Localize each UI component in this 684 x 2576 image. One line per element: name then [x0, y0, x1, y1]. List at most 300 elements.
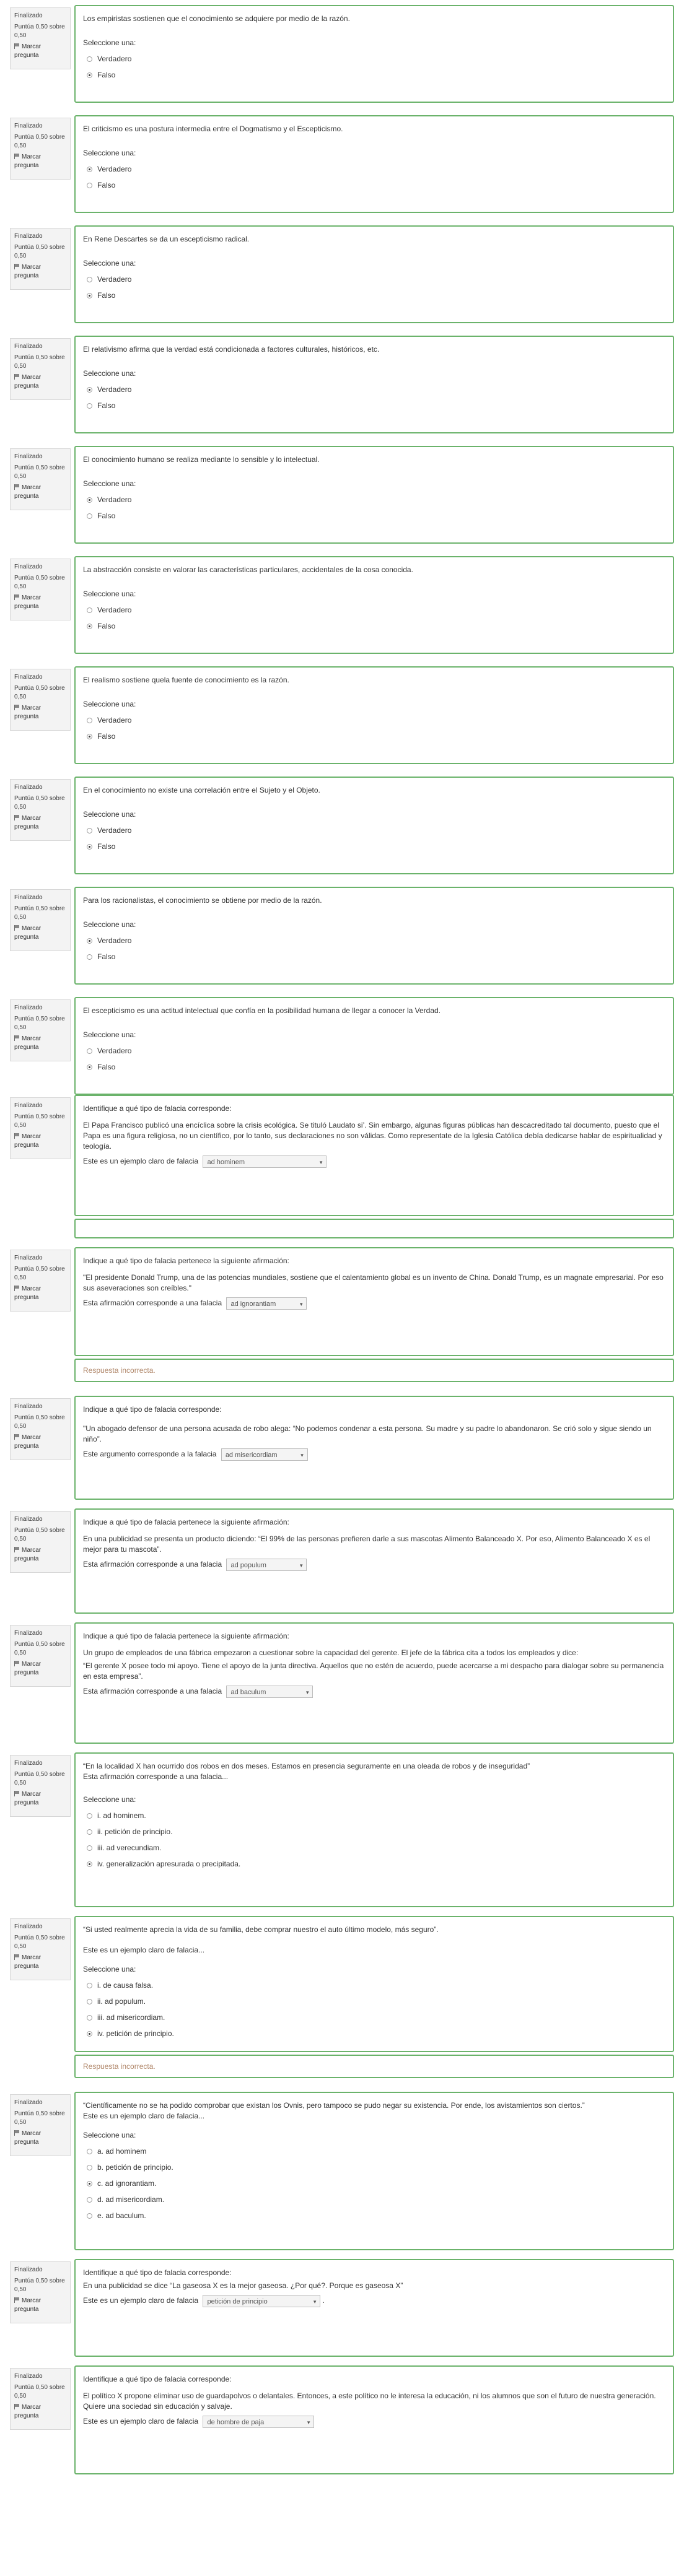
question-truefalse — [0, 666, 684, 764]
radio-button[interactable] — [87, 387, 92, 393]
radio-button[interactable] — [87, 1983, 92, 1988]
choose-prompt: Seleccione una: — [83, 38, 136, 47]
question-body-2: Esta afirmación corresponde a una falacia... — [83, 1772, 229, 1781]
radio-button[interactable] — [87, 2213, 92, 2219]
flag-icon — [14, 154, 20, 159]
flag-question-link[interactable]: Marcar pregunta — [14, 1547, 42, 1562]
answer-option[interactable] — [83, 1840, 665, 1856]
answer-option[interactable] — [83, 618, 665, 634]
question-info — [10, 779, 71, 841]
radio-button[interactable] — [87, 607, 92, 613]
flag-icon — [14, 594, 20, 600]
question-text: El realismo sostiene quela fuente de conocimiento es la razón. — [83, 676, 289, 684]
question-grade: Puntúa 0,50 sobre 0,50 — [14, 244, 65, 259]
flag-icon — [14, 43, 20, 49]
question-text: En el conocimiento no existe una correlación entre el Sujeto y el Objeto. — [83, 786, 320, 794]
answer-option[interactable] — [83, 1043, 665, 1059]
flag-question-link[interactable]: Marcar pregunta — [14, 1035, 42, 1051]
radio-button[interactable] — [87, 954, 92, 960]
choose-prompt: Seleccione una: — [83, 149, 136, 157]
answer-option[interactable] — [83, 2208, 665, 2224]
choose-prompt: Seleccione una: — [83, 920, 136, 929]
option-label: d. ad misericordiam. — [97, 2195, 165, 2204]
answer-option[interactable] — [83, 398, 665, 414]
radio-button[interactable] — [87, 72, 92, 78]
choose-prompt: Seleccione una: — [83, 810, 136, 819]
question-content — [74, 446, 674, 544]
option-label: Falso — [97, 401, 116, 410]
question-fallacy-7 — [0, 2365, 684, 2474]
answer-prompt: Este es un ejemplo claro de falacia — [83, 2296, 199, 2305]
question-content — [74, 1622, 674, 1744]
radio-button[interactable] — [87, 56, 92, 62]
radio-button[interactable] — [87, 1064, 92, 1070]
feedback-incorrect: Respuesta incorrecta. — [74, 2055, 674, 2078]
options-list — [83, 1808, 665, 1872]
question-fallacy-2 — [0, 1247, 684, 1356]
question-state: Finalizado — [14, 343, 43, 350]
question-state: Finalizado — [14, 2266, 43, 2273]
radio-button[interactable] — [87, 828, 92, 833]
question-content — [74, 2365, 674, 2474]
question-info — [10, 1398, 71, 1460]
question-text: El conocimiento humano se realiza mediante lo sensible y lo intelectual. — [83, 455, 320, 464]
flag-icon — [14, 1286, 20, 1291]
flag-icon — [14, 1791, 20, 1796]
chevron-down-icon: ▾ — [307, 2419, 310, 2426]
question-content — [74, 666, 674, 764]
choose-prompt: Seleccione una: — [83, 590, 136, 598]
question-content — [74, 887, 674, 985]
question-info — [10, 2368, 71, 2430]
answer-select[interactable]: ad ignorantiam ▾ — [226, 1297, 307, 1310]
question-truefalse — [0, 777, 684, 874]
radio-button[interactable] — [87, 1861, 92, 1867]
radio-button[interactable] — [87, 1048, 92, 1054]
question-mc-3 — [0, 2092, 684, 2250]
question-state: Finalizado — [14, 453, 43, 460]
question-text: El escepticismo es una actitud intelectual que confía en la posibilidad humana de llegar a conocer la Verdad. — [83, 1006, 441, 1015]
flag-icon — [14, 264, 20, 269]
question-grade: Puntúa 0,50 sobre 0,50 — [14, 2384, 65, 2400]
question-body: El Papa Francisco publicó una encíclica sobre la crisis ecológica. Se tituló Laudato si’. Sin embargo, algunas figuras públicas han descacreditado tal documento, puesto que el Papa es una figura religiosa, no un científico, por lo tanto, sus declaraciones no son válidas. Como representate de la Iglesia Católica debía dedicarse hablar de espiritualidad y teología. — [83, 1121, 662, 1151]
chevron-down-icon: ▾ — [299, 1562, 303, 1569]
flag-question-link[interactable]: Marcar pregunta — [14, 1661, 42, 1676]
question-content — [74, 115, 674, 213]
option-label: Falso — [97, 181, 116, 189]
question-fallacy-6 — [0, 2259, 684, 2357]
answer-row — [83, 1155, 665, 1168]
question-truefalse — [0, 5, 684, 103]
flag-question-link[interactable]: Marcar pregunta — [14, 484, 42, 500]
radio-button[interactable] — [87, 403, 92, 409]
question-text: El criticismo es una postura intermedia entre el Dogmatismo y el Escepticismo. — [83, 124, 343, 133]
question-content — [74, 1916, 674, 2052]
question-text: Los empiristas sostienen que el conocimiento se adquiere por medio de la razón. — [83, 14, 350, 23]
answer-option[interactable] — [83, 381, 665, 398]
answer-option[interactable] — [83, 949, 665, 965]
choose-prompt: Seleccione una: — [83, 369, 136, 378]
question-title: Identifique a qué tipo de falacia corresponde: — [83, 2268, 232, 2277]
question-text: El relativismo afirma que la verdad está condicionada a factores culturales, históricos, etc. — [83, 345, 380, 354]
question-truefalse — [0, 887, 684, 985]
flag-question-link[interactable]: Marcar pregunta — [14, 2297, 42, 2313]
question-info — [10, 2094, 71, 2156]
question-text: Para los racionalistas, el conocimiento se obtiene por medio de la razón. — [83, 896, 322, 905]
question-info — [10, 559, 71, 620]
question-info — [10, 999, 71, 1061]
options-list — [83, 2143, 665, 2224]
question-grade: Puntúa 0,50 sobre 0,50 — [14, 1934, 65, 1950]
flag-question-link[interactable]: Marcar pregunta — [14, 154, 42, 169]
answer-prompt: Este es un ejemplo claro de falacia — [83, 1157, 199, 1166]
question-grade: Puntúa 0,50 sobre 0,50 — [14, 2110, 65, 2126]
answer-select[interactable]: de hombre de paja ▾ — [203, 2416, 314, 2428]
radio-button[interactable] — [87, 513, 92, 519]
question-content — [74, 225, 674, 323]
answer-option[interactable] — [83, 177, 665, 193]
question-state: Finalizado — [14, 1923, 43, 1930]
question-grade: Puntúa 0,50 sobre 0,50 — [14, 1641, 65, 1656]
flag-question-link[interactable]: Marcar pregunta — [14, 1286, 42, 1301]
option-label: Falso — [97, 622, 116, 630]
answer-row — [83, 1297, 665, 1310]
choose-prompt: Seleccione una: — [83, 1965, 136, 1973]
question-content — [74, 5, 674, 103]
question-truefalse — [0, 997, 684, 1095]
flag-question-link[interactable]: Marcar pregunta — [14, 43, 42, 59]
question-state: Finalizado — [14, 1760, 43, 1767]
flag-icon — [14, 2404, 20, 2409]
question-state: Finalizado — [14, 784, 43, 791]
flag-question-link[interactable]: Marcar pregunta — [14, 1954, 42, 1970]
question-body: En una publicidad se presenta un producto diciendo: “El 99% de las personas prefieren darle a sus mascotas Alimento Balanceado X. Por eso, Alimento Balanceado X es el mejor para tu mascota”. — [83, 1534, 651, 1554]
question-content — [74, 1752, 674, 1907]
question-body: "Un abogado defensor de una persona acusada de robo alega: “No podemos condenar a esta persona. Su madre y su padre lo abandonaron. Se crió solo y sigue siendo un niño”. — [83, 1424, 652, 1443]
question-body: “Científicamente no se ha podido comprobar que existan los Ovnis, pero tampoco se pudo negar su existencia. Por ende, los avistamientos son ciertos.” — [83, 2101, 585, 2110]
question-grade: Puntúa 0,50 sobre 0,50 — [14, 2278, 65, 2293]
option-label: iii. ad misericordiam. — [97, 2013, 165, 2022]
option-label: i. ad hominem. — [97, 1811, 146, 1820]
choose-prompt: Seleccione una: — [83, 259, 136, 268]
answer-select[interactable]: ad populum ▾ — [226, 1559, 307, 1571]
answer-row — [83, 1559, 665, 1571]
flag-icon — [14, 1133, 20, 1139]
question-state: Finalizado — [14, 233, 43, 240]
answer-option[interactable] — [83, 838, 665, 855]
flag-question-link[interactable]: Marcar pregunta — [14, 2130, 42, 2146]
question-mc-1 — [0, 1752, 684, 1907]
option-label: ii. ad populum. — [97, 1997, 146, 2006]
option-label: Verdadero — [97, 385, 132, 394]
question-title: Indique a qué tipo de falacia pertenece la siguiente afirmación: — [83, 1632, 289, 1640]
question-info — [10, 1625, 71, 1687]
radio-button[interactable] — [87, 497, 92, 503]
answer-option[interactable] — [83, 822, 665, 838]
question-body-quote: “El gerente X posee todo mi apoyo. Tiene el apoyo de la junta directiva. Aquellos que no estén de acuerdo, puede acercarse a mi despacho para dialogar sobre su permanencia en esta empresa”. — [83, 1661, 664, 1681]
option-label: i. de causa falsa. — [97, 1981, 154, 1990]
question-info — [10, 889, 71, 951]
radio-button[interactable] — [87, 167, 92, 172]
question-state: Finalizado — [14, 1004, 43, 1011]
question-content — [74, 997, 674, 1095]
choose-prompt: Seleccione una: — [83, 700, 136, 708]
chevron-down-icon: ▾ — [305, 1689, 309, 1695]
question-truefalse — [0, 336, 684, 433]
radio-button[interactable] — [87, 1845, 92, 1851]
question-state: Finalizado — [14, 674, 43, 681]
answer-option[interactable] — [83, 933, 665, 949]
question-title: Indique a qué tipo de falacia pertenece la siguiente afirmación: — [83, 1518, 289, 1526]
answer-option[interactable] — [83, 2191, 665, 2208]
question-content — [74, 336, 674, 433]
question-fallacy-4 — [0, 1508, 684, 1614]
option-label: e. ad baculum. — [97, 2211, 146, 2220]
answer-prompt: Este argumento corresponde a la falacia — [83, 1450, 217, 1459]
radio-button[interactable] — [87, 2149, 92, 2154]
question-grade: Puntúa 0,50 sobre 0,50 — [14, 1016, 65, 1031]
option-label: Falso — [97, 732, 116, 741]
question-content — [74, 1508, 674, 1614]
question-body: En una publicidad se dice “La gaseosa X es la mejor gaseosa. ¿Por qué?. Porque es gaseosa X” — [83, 2281, 403, 2290]
option-label: Verdadero — [97, 826, 132, 835]
chevron-down-icon: ▾ — [299, 1301, 303, 1307]
flag-question-link[interactable]: Marcar pregunta — [14, 1133, 42, 1149]
flag-question-link[interactable]: Marcar pregunta — [14, 594, 42, 610]
option-label: a. ad hominem — [97, 2147, 147, 2156]
question-grade: Puntúa 0,50 sobre 0,50 — [14, 905, 65, 921]
question-fallacy-1 — [0, 1095, 684, 1216]
radio-button[interactable] — [87, 2015, 92, 2021]
answer-row: Este es un ejemplo claro de falacia petición de principio ▾ . — [83, 2295, 665, 2307]
answer-option[interactable] — [83, 1993, 665, 2009]
answer-prompt: Esta afirmación corresponde a una falacia — [83, 1299, 222, 1308]
question-info — [10, 118, 71, 180]
question-state: Finalizado — [14, 894, 43, 901]
feedback-incorrect: Respuesta incorrecta. — [74, 1359, 674, 1382]
radio-button[interactable] — [87, 1829, 92, 1835]
flag-question-link[interactable]: Marcar pregunta — [14, 374, 42, 389]
question-state: Finalizado — [14, 123, 43, 129]
flag-icon — [14, 1434, 20, 1440]
question-state: Finalizado — [14, 1516, 43, 1523]
question-info — [10, 1511, 71, 1573]
question-state: Finalizado — [14, 564, 43, 570]
question-info — [10, 1097, 71, 1159]
option-label: Falso — [97, 1063, 116, 1071]
question-body-2: Este es un ejemplo claro de falacia... — [83, 2112, 205, 2120]
flag-icon — [14, 1035, 20, 1041]
option-label: Verdadero — [97, 275, 132, 284]
radio-button[interactable] — [87, 293, 92, 298]
question-fallacy-5 — [0, 1622, 684, 1744]
flag-question-link[interactable]: Marcar pregunta — [14, 1791, 42, 1806]
radio-button[interactable] — [87, 2181, 92, 2187]
radio-button[interactable] — [87, 277, 92, 282]
question-grade: Puntúa 0,50 sobre 0,50 — [14, 685, 65, 700]
question-content — [74, 777, 674, 874]
flag-icon — [14, 815, 20, 820]
question-body: Un grupo de empleados de una fábrica empezaron a cuestionar sobre la capacidad del gerente. El jefe de la fábrica cita a todos los empleados y dice: — [83, 1648, 579, 1657]
option-label: Verdadero — [97, 716, 132, 724]
option-label: Verdadero — [97, 495, 132, 504]
question-grade: Puntúa 0,50 sobre 0,50 — [14, 1266, 65, 1281]
answer-option[interactable] — [83, 1856, 665, 1872]
radio-button[interactable] — [87, 183, 92, 188]
question-info — [10, 1755, 71, 1817]
option-label: iii. ad verecundiam. — [97, 1843, 162, 1852]
flag-question-link[interactable]: Marcar pregunta — [14, 2404, 42, 2419]
question-body: El político X propone eliminar uso de guardapolvos o delantales. Entonces, a este político no le interesa la educación, ni los alumnos que son el futuro de nuestra generación. Quiere una sociedad sin educación y salvaje. — [83, 2391, 656, 2411]
chevron-down-icon: ▾ — [319, 1159, 323, 1165]
answer-prompt: Esta afirmación corresponde a una falacia — [83, 1560, 222, 1569]
answer-option[interactable] — [83, 67, 665, 83]
radio-button[interactable] — [87, 2165, 92, 2170]
question-state: Finalizado — [14, 1403, 43, 1410]
radio-button[interactable] — [87, 938, 92, 944]
option-label: Falso — [97, 842, 116, 851]
question-state: Finalizado — [14, 1255, 43, 1261]
answer-option[interactable] — [83, 492, 665, 508]
answer-option[interactable] — [83, 2009, 665, 2026]
flag-icon — [14, 1661, 20, 1666]
question-info — [10, 1918, 71, 1980]
question-info — [10, 7, 71, 69]
question-truefalse — [0, 225, 684, 323]
answer-option[interactable] — [83, 2026, 665, 2042]
question-body-2: Este es un ejemplo claro de falacia... — [83, 1946, 205, 1954]
question-state: Finalizado — [14, 12, 43, 19]
question-grade: Puntúa 0,50 sobre 0,50 — [14, 1771, 65, 1786]
flag-icon — [14, 1547, 20, 1552]
question-grade: Puntúa 0,50 sobre 0,50 — [14, 24, 65, 39]
option-label: c. ad ignorantiam. — [97, 2179, 157, 2188]
question-info — [10, 2261, 71, 2323]
answer-option[interactable] — [83, 2143, 665, 2159]
radio-button[interactable] — [87, 624, 92, 629]
question-info — [10, 338, 71, 400]
answer-option[interactable] — [83, 1977, 665, 1993]
question-grade: Puntúa 0,50 sobre 0,50 — [14, 134, 65, 149]
question-grade: Puntúa 0,50 sobre 0,50 — [14, 795, 65, 811]
question-grade: Puntúa 0,50 sobre 0,50 — [14, 575, 65, 590]
choose-prompt: Seleccione una: — [83, 479, 136, 488]
flag-question-link[interactable]: Marcar pregunta — [14, 925, 42, 941]
flag-question-link[interactable]: Marcar pregunta — [14, 815, 42, 830]
flag-icon — [14, 705, 20, 710]
answer-row — [83, 1448, 665, 1461]
flag-question-link[interactable]: Marcar pregunta — [14, 705, 42, 720]
option-label: iv. petición de principio. — [97, 2029, 174, 2038]
choose-prompt: Seleccione una: — [83, 2131, 136, 2139]
answer-option[interactable] — [83, 2159, 665, 2175]
answer-option[interactable] — [83, 1059, 665, 1075]
answer-select[interactable]: petición de principio ▾ — [203, 2295, 320, 2307]
flag-icon — [14, 1954, 20, 1960]
choose-prompt: Seleccione una: — [83, 1030, 136, 1039]
radio-button[interactable] — [87, 718, 92, 723]
radio-button[interactable] — [87, 2197, 92, 2203]
option-label: Verdadero — [97, 54, 132, 63]
question-content — [74, 2092, 674, 2250]
question-info — [10, 448, 71, 510]
question-state: Finalizado — [14, 1102, 43, 1109]
question-info — [10, 669, 71, 731]
question-info — [10, 228, 71, 290]
option-label: Verdadero — [97, 165, 132, 173]
answer-option[interactable] — [83, 2175, 665, 2191]
question-info — [10, 1250, 71, 1312]
answer-option[interactable] — [83, 1824, 665, 1840]
answer-option[interactable] — [83, 508, 665, 524]
option-label: Falso — [97, 291, 116, 300]
answer-option[interactable] — [83, 712, 665, 728]
flag-icon — [14, 925, 20, 931]
question-grade: Puntúa 0,50 sobre 0,50 — [14, 1113, 65, 1129]
answer-row — [83, 1686, 665, 1698]
option-label: b. petición de principio. — [97, 2163, 173, 2172]
flag-icon — [14, 484, 20, 490]
question-content — [74, 556, 674, 654]
option-label: Falso — [97, 71, 116, 79]
radio-button[interactable] — [87, 734, 92, 739]
answer-option[interactable] — [83, 728, 665, 744]
choose-prompt: Seleccione una: — [83, 1795, 136, 1804]
question-title: Identifique a qué tipo de falacia corresponde: — [83, 2375, 232, 2383]
radio-button[interactable] — [87, 2031, 92, 2037]
answer-select[interactable]: ad hominem ▾ — [203, 1155, 327, 1168]
question-text: En Rene Descartes se da un escepticismo radical. — [83, 235, 250, 243]
question-state: Finalizado — [14, 2373, 43, 2380]
flag-icon — [14, 2297, 20, 2303]
option-label: Falso — [97, 511, 116, 520]
question-grade: Puntúa 0,50 sobre 0,50 — [14, 1414, 65, 1430]
question-grade: Puntúa 0,50 sobre 0,50 — [14, 464, 65, 480]
answer-select[interactable]: ad baculum ▾ — [226, 1686, 313, 1698]
option-label: ii. petición de principio. — [97, 1827, 173, 1836]
answer-option[interactable] — [83, 161, 665, 177]
radio-button[interactable] — [87, 844, 92, 850]
option-label: Verdadero — [97, 936, 132, 945]
answer-select[interactable]: ad misericordiam ▾ — [221, 1448, 308, 1461]
question-body: “En la localidad X han ocurrido dos robos en dos meses. Estamos en presencia seguramente en una oleada de robos y de inseguridad” — [83, 1762, 530, 1770]
answer-option[interactable] — [83, 271, 665, 287]
question-text: La abstracción consiste en valorar las características particulares, accidentales de la cosa conocida. — [83, 565, 413, 574]
question-fallacy-3 — [0, 1396, 684, 1500]
question-content — [74, 1396, 674, 1500]
answer-option[interactable] — [83, 602, 665, 618]
answer-option[interactable] — [83, 287, 665, 303]
question-mc-2 — [0, 1916, 684, 2052]
chevron-down-icon: ▾ — [300, 1452, 304, 1458]
question-title: Indique a qué tipo de falacia corresponde: — [83, 1405, 222, 1414]
answer-option[interactable] — [83, 1808, 665, 1824]
feedback-box — [74, 1219, 674, 1238]
question-grade: Puntúa 0,50 sobre 0,50 — [14, 1527, 65, 1543]
flag-question-link[interactable]: Marcar pregunta — [14, 264, 42, 279]
flag-question-link[interactable]: Marcar pregunta — [14, 1434, 42, 1450]
question-body: “Si usted realmente aprecia la vida de su familia, debe comprar nuestro el auto último modelo, más seguro”. — [83, 1925, 439, 1934]
question-content — [74, 2259, 674, 2357]
answer-prompt: Este es un ejemplo claro de falacia — [83, 2417, 199, 2426]
answer-option[interactable] — [83, 51, 665, 67]
radio-button[interactable] — [87, 1999, 92, 2004]
answer-row — [83, 2416, 665, 2428]
question-content — [74, 1095, 674, 1216]
radio-button[interactable] — [87, 1813, 92, 1819]
question-content — [74, 1247, 674, 1356]
question-title: Indique a qué tipo de falacia pertenece la siguiente afirmación: — [83, 1256, 289, 1265]
